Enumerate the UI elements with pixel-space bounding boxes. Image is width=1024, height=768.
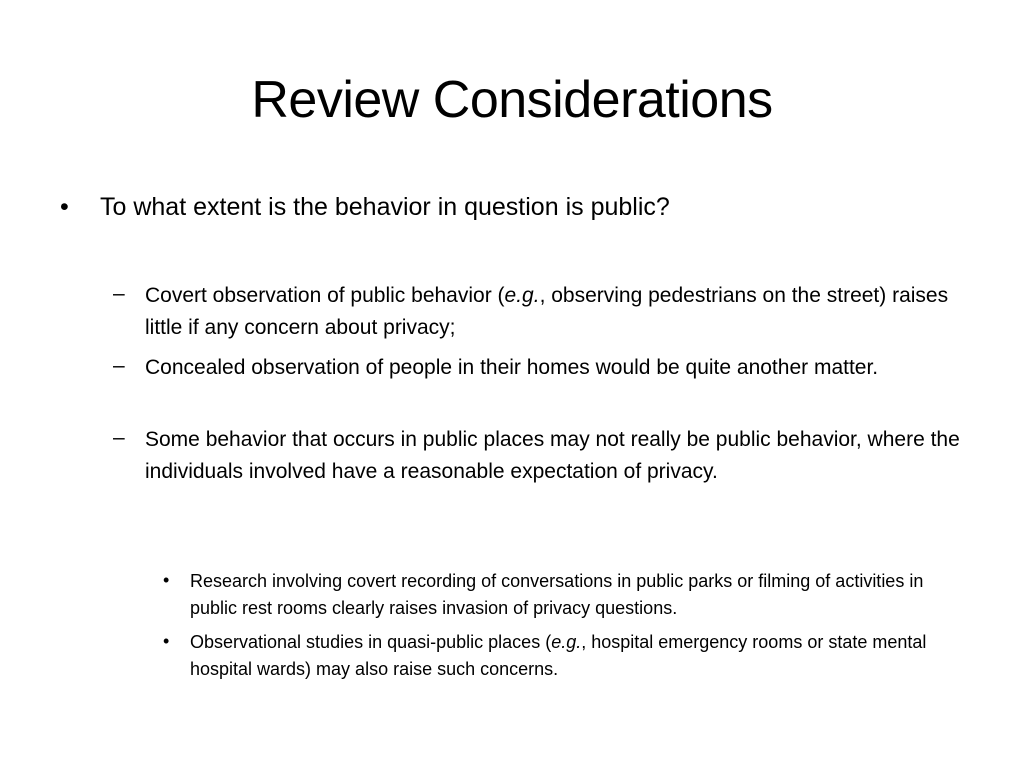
sub-bullet-concealed-observation <box>113 352 975 384</box>
bullet-text: To what extent is the behavior in question is public? <box>100 193 670 221</box>
dash-marker: – <box>113 282 125 305</box>
sub-sub-bullet-text-emphasis: e.g. <box>551 632 582 652</box>
sub-sub-bullet-text-suffix: , hospital emergency rooms or state mental hospital wards) may also raise such concerns. <box>190 632 927 679</box>
sub-bullet-text-prefix: Covert observation of public behavior ( <box>145 284 505 307</box>
sub-bullet-text-emphasis: e.g. <box>504 284 540 307</box>
dash-marker: – <box>113 354 125 377</box>
sub-sub-bullet-text-prefix: Research involving covert recording of conversations in public parks or filming of activities in public rest rooms clearly raises invasion of privacy questions. <box>190 571 924 618</box>
sub-sub-bullet-covert-recording <box>163 568 970 622</box>
sub-sub-bullet-text-prefix: Observational studies in quasi-public places ( <box>190 632 552 652</box>
slide-title: Review Considerations <box>251 71 773 129</box>
sub-bullet-public-places <box>113 424 975 488</box>
dash-marker: – <box>113 426 125 449</box>
sub-bullet-text-suffix: , observing pedestrians on the street) raises little if any concern about privacy; <box>145 284 949 339</box>
sub-bullet-text-prefix: Some behavior that occurs in public places may not really be public behavior, where the individuals involved have a reasonable expectation of privacy. <box>145 428 960 483</box>
bullet-marker: • <box>163 631 170 651</box>
bullet-marker: • <box>163 570 170 590</box>
sub-bullet-text-prefix: Concealed observation of people in their homes would be quite another matter. <box>145 356 879 379</box>
sub-sub-bullet-quasi-public <box>163 629 970 683</box>
bullet-level1 <box>60 189 980 225</box>
sub-bullet-covert-observation <box>113 280 975 344</box>
bullet-marker: • <box>60 193 69 221</box>
